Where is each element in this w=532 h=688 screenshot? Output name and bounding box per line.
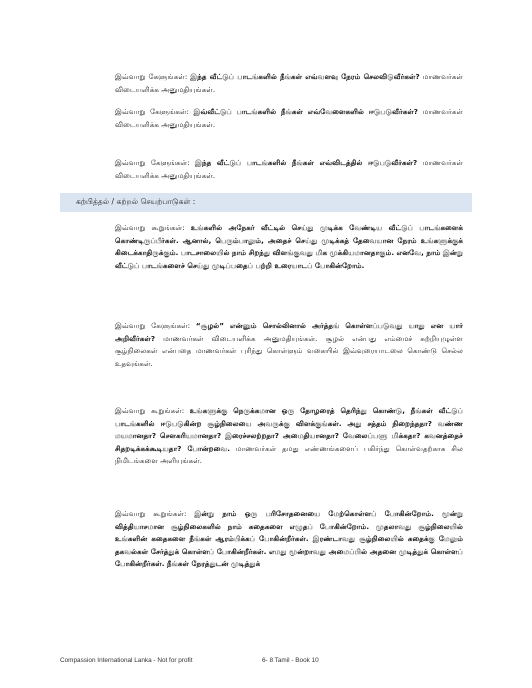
paragraph-6: [115, 405, 463, 468]
bold-question: இந்த வீட்டுப் பாடங்களில் நீங்கள் எவ்வளவு நேரம் செலவிடுவீர்கள்?: [190, 72, 420, 81]
paragraph-2: [115, 106, 463, 131]
instruction-text: மாணவர்கள் விடையளிக்க அனுமதியுங்கள்.: [115, 72, 463, 94]
bold-statement: இன்று நாம் ஒரு பரிசோதனையை மேற்கொள்ளப் போகின்றோம். மூன்று வித்தியாசமான சூழ்நிலைகளில் நாம் கதைகளை எழுதப் போகின்றோம். முதலாவது சூழ்நிலையில் உங்களின் கதைகளை நீங்கள் ஆரம்பிக்கப் போகின்றீர்கள். இரண்டாவது சூழ்நிலையில் கதைக்கு மேலும் தகவல்கள் சேர்த்துக் கொள்ளப் போகின்றீர்கள். எமது மூன்றாவது அமைப்பில் அதனை முடித்துக் கொள்ளப் போகின்றீர்கள். நீங்கள் நேரத்துடன் முடித்துக்: [115, 509, 463, 569]
footer-right: 6- 8 Tamil - Book 10: [262, 657, 319, 664]
paragraph-4: [115, 222, 463, 272]
paragraph-7: [115, 508, 463, 571]
section-title: கற்பித்தல் / கற்றல் செயற்பாடுகள் :: [76, 197, 196, 206]
bold-question: இவ்வீட்டுப் பாடங்களில் நீங்கள் எவ்வேளைகளில் ஈடுபடுவீர்கள்?: [193, 107, 418, 116]
lead-text: இவ்வாறு கேளுங்கள்:: [115, 107, 189, 116]
bold-question: “சூழல்” என்னும் சொல்லினால் அர்த்தங் கொள்ளப்படுவது யாது என யார் அறிவீர்கள்?: [115, 321, 463, 343]
paragraph-3: [115, 157, 463, 182]
footer-left: Compassion International Lanka - Not for profit: [60, 657, 193, 664]
bold-statement: உங்களில் அநேகர் வீட்டில் செய்து முடிக்க வேண்டிய வீட்டுப் பாடங்களைக் கொண்டிருப்பீர்கள். ஆனால், பெரும்பாலும், அதைச் செய்து முடிக்கத் தேவையான நேரம் உங்களுக்குக் கிடைக்காதிருக்கும். பாடசாலையில் நாம் சிறந்து விளங்குவது மிக முக்கியமானதாகும். எனவே, நாம் இன்று வீட்டுப் பாடங்களைச் செய்து முடிப்பதைப் பற்றி உரையாடப் போகின்றோம்.: [115, 223, 464, 270]
paragraph-1: [115, 71, 463, 96]
bold-question: இந்த வீட்டுப் பாடங்களில் நீங்கள் எவ்விடத்தில் ஈடுபடுவீர்கள்?: [195, 158, 418, 167]
lead-text: இவ்வாறு கூறுங்கள்:: [115, 406, 185, 415]
lead-text: இவ்வாறு கேளுங்கள்:: [115, 321, 191, 330]
instruction-text: மாணவர்கள் விடையளிக்க அனுமதியுங்கள்.: [115, 158, 463, 180]
lead-text: இவ்வாறு கேளுங்கள்:: [115, 72, 188, 81]
instruction-text: மாணவர்கள் தமது எண்ணங்களைப் பகிர்ந்து கொள்வதற்காக சில நிமிடங்களை அளியுங்கள்.: [115, 443, 463, 466]
lead-text: இவ்வாறு கூறுங்கள்:: [115, 509, 187, 518]
instruction-text: மாணவர்கள் விடையளிக்க அனுமதியுங்கள்.: [115, 107, 463, 129]
bold-statement: உங்களுக்கு நெருக்கமான ஒரு தோழரைத் தெரிந்து கொண்டு, நீங்கள் வீட்டுப் பாடங்களில் ஈடுபடுகின்ற சூழ்நிலையை அவருக்கு விளக்குங்கள். அது சத்தம் நிறைந்ததா? வண்ண மயமானதா? சௌகரியமானதா? இரைச்சலற்றதா? அமைதியானதா? வேலைப்பளு மிக்கதா? கவனத்தைச் சிதறடிக்கக்கூடியதா? போன்றவை.: [115, 406, 463, 453]
paragraph-5: [115, 320, 463, 370]
lead-text: இவ்வாறு கேளுங்கள்:: [115, 158, 190, 167]
lead-text: இவ்வாறு கூறுங்கள்:: [115, 223, 185, 232]
instruction-text: மாணவர்கள் விடையளிக்க அனுமதியுங்கள். சூழல் என்பது எம்மைச் சுற்றியுழுள்ள சூழ்நிலைகள் என்பதை மாணவர்கள் புரிந்து கொள்ளும் வகையில் இவ்வுரையாடலை கொண்டு செல்ல உதவுங்கள்.: [115, 333, 463, 368]
